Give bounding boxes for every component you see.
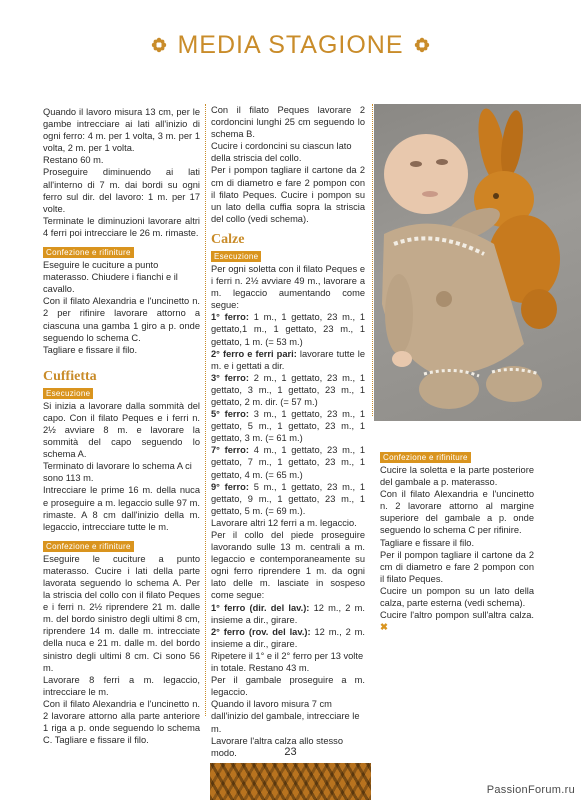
flower-ornament-icon bbox=[151, 37, 167, 53]
paragraph: Con il filato Alexandria e l'uncinetto n. 2 lavorare attorno alla parte anteriore 1 riga a p. onde seguendo lo schema C. Tagliare e fissare il filo. bbox=[43, 698, 200, 746]
paragraph: Lavorare altri 12 ferri a m. legaccio. bbox=[211, 517, 357, 528]
flower-ornament-icon bbox=[414, 37, 430, 53]
knit-texture-strip bbox=[210, 763, 371, 800]
section-label: Confezione e rifiniture bbox=[380, 452, 471, 463]
row-instruction: 2° ferro e ferri pari: lavorare tutte le m. e i gettati a dir. bbox=[211, 348, 365, 371]
paragraph: Intrecciare le prime 16 m. della nuca e proseguire a m. legaccio sulle 97 m. rimaste. A 8 cm dall'inizio della m. legaccio, intrecciare tutte le m. bbox=[43, 485, 200, 532]
text-column-middle bbox=[211, 104, 365, 759]
paragraph: Per il pompon tagliare il cartone da 2 cm di diametro e fare 2 pompon con il filato Peques. bbox=[380, 549, 534, 584]
paragraph: Ripetere il 1° e il 2° ferro per 13 volte in totale. Restano 43 m. bbox=[211, 650, 364, 674]
row-instruction: 1° ferro (dir. del lav.): 12 m., 2 m. insieme a dir., girare. bbox=[211, 602, 365, 625]
paragraph: Con il filato Alexandria e l'uncinetto n. 2 lavorare attorno al margine superiore del gambale a p. onde seguendo lo schema C per rifinire. bbox=[380, 489, 534, 536]
paragraph: Restano 60 m. bbox=[43, 155, 104, 166]
page-number: 23 bbox=[284, 746, 297, 758]
paragraph: Cucire la soletta e la parte posteriore del gambale a p. materasso. bbox=[380, 465, 534, 488]
text-column-left bbox=[43, 106, 200, 746]
row-instruction: 2° ferro (rov. del lav.): 12 m., 2 m. insieme a dir., girare. bbox=[211, 626, 365, 649]
end-mark-icon: ✖ bbox=[380, 622, 388, 633]
paragraph: Per ogni soletta con il filato Peques e i ferri n. 2½ avviare 49 m., lavorare a m. legaccio aumentando come segue: bbox=[211, 263, 365, 311]
paragraph: Eseguire le cuciture a punto materasso. Chiudere i fianchi e il cavallo. bbox=[43, 260, 178, 295]
row-instruction: 9° ferro: 5 m., 1 gettato, 23 m., 1 gettato, 9 m., 1 gettato, 23 m., 1 gettato, 5 m. (= 69 m.). bbox=[211, 481, 365, 516]
paragraph: Lavorare 8 ferri a m. legaccio, intrecciare le m. bbox=[43, 674, 200, 697]
row-instruction: 1° ferro: 1 m., 1 gettato, 23 m., 1 gettato,1 m., 1 gettato, 23 m., 1 gettato, 1 m. (= 53 m.) bbox=[211, 312, 365, 347]
paragraph: Per il collo del piede proseguire lavorando sulle 13 m. centrali a m. legaccio e contemporaneamente su ogni ferro riprendere 1 m. da ogni lato delle m. lasciate in sospeso come segue: bbox=[211, 530, 365, 601]
section-label: Confezione e rifiniture bbox=[43, 247, 134, 258]
section-heading: Calze bbox=[211, 231, 245, 247]
paragraph: Con il filato Alexandria e l'uncinetto n. 2 per rifinire lavorare attorno a ciascuna una gamba 1 giro a p. onde seguendo lo schema C. bbox=[43, 296, 200, 343]
paragraph: Tagliare e fissare il filo. bbox=[43, 344, 138, 355]
section-heading: Cuffietta bbox=[43, 368, 97, 384]
watermark: PassionForum.ru bbox=[486, 784, 575, 796]
paragraph: Eseguire le cuciture a punto materasso. Cucire i lati della parte lavorata seguendo lo schema A. Per la striscia del collo con il filato Peques e i ferri n. 2½ riprendere 21 m. dalle m. del bordo sinistro degli ultimi 8 cm, riprendere 14 m. dalle m. intrecciate della nuca e 21 m. dalle m. del bordo sinistro degli ultimi 8 cm. Ci sono 56 m. bbox=[43, 553, 200, 673]
section-label: Esecuzione bbox=[211, 251, 261, 262]
paragraph: Lavorare l'altra calza allo stesso modo. bbox=[211, 735, 343, 758]
page-header bbox=[0, 0, 581, 88]
paragraph: Cucire l'altro pompon sull'altra calza. ✖ bbox=[380, 610, 534, 633]
paragraph: Per i pompon tagliare il cartone da 2 cm di diametro e fare 2 pompon con il filato Peques. Cucire i pompon su un lato della cuffia sopra la striscia del collo (vedi schema). bbox=[211, 165, 365, 224]
text-column-right bbox=[380, 450, 534, 633]
paragraph: Proseguire diminuendo ai lati all'interno di 7 m. dai bordi su ogni ferro sul dir. del lavoro: 1 m. per 17 volte. bbox=[43, 167, 200, 214]
paragraph: Terminato di lavorare lo schema A ci sono 113 m. bbox=[43, 461, 192, 484]
section-label: Esecuzione bbox=[43, 388, 93, 399]
paragraph: Terminate le diminuzioni lavorare altri 4 ferri poi intrecciare le 26 m. rimaste. bbox=[43, 215, 200, 238]
section-label: Confezione e rifiniture bbox=[43, 541, 134, 552]
paragraph: Con il filato Peques lavorare 2 cordoncini lunghi 25 cm seguendo lo schema B. bbox=[211, 105, 365, 140]
paragraph: Per il gambale proseguire a m. legaccio. bbox=[211, 675, 365, 698]
page-title: MEDIA STAGIONE bbox=[177, 30, 404, 59]
column-divider bbox=[205, 104, 206, 716]
paragraph: Tagliare e fissare il filo. bbox=[380, 537, 475, 548]
paragraph: Cucire un pompon su un lato della calza, parte esterna (vedi schema). bbox=[380, 585, 534, 609]
row-instruction: 3° ferro: 2 m., 1 gettato, 23 m., 1 gettato, 3 m., 1 gettato, 23 m., 1 gettato, 2 m. dir. (= 57 m.) bbox=[211, 372, 365, 407]
paragraph: Cucire i cordoncini su ciascun lato della striscia del collo. bbox=[211, 141, 352, 164]
baby-illustration bbox=[374, 104, 581, 421]
paragraph: Si inizia a lavorare dalla sommità del capo. Con il filato Peques e i ferri n. 2½ avviare 8 m. e lavorare la sommità del capo seguendo lo schema A. bbox=[43, 400, 200, 460]
baby-photo bbox=[374, 104, 581, 421]
paragraph: Quando il lavoro misura 13 cm, per le gambe intrecciare ai lati all'inizio di ogni ferro: 4 m. per 1 volta, 3 m. per 1 volta, 2 m. per 1 volta. bbox=[43, 107, 200, 154]
column-divider bbox=[372, 104, 373, 416]
row-instruction: 5° ferro: 3 m., 1 gettato, 23 m., 1 gettato, 5 m., 1 gettato, 23 m., 1 gettato, 3 m. (= 61 m.) bbox=[211, 409, 365, 444]
row-instruction: 7° ferro: 4 m., 1 gettato, 23 m., 1 gettato, 7 m., 1 gettato, 23 m., 1 gettato, 4 m. (= 65 m.) bbox=[211, 445, 365, 480]
paragraph: Quando il lavoro misura 7 cm dall'inizio del gambale, intrecciare le m. bbox=[211, 699, 360, 734]
